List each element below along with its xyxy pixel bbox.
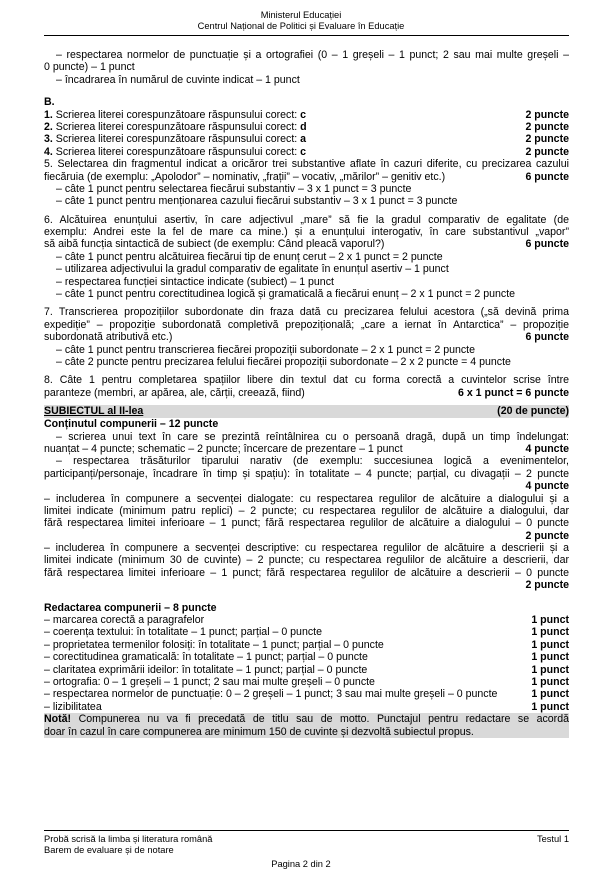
c4-line-1: – includerea în compunere a secvenței descriptive: cu respectarea regulilor de alcătuire a descrierii și a [44,542,569,555]
q6-sub-4: – câte 1 punct pentru corectitudinea logică și gramaticală a fiecărui enunț – 2 x 1 punct = 2 puncte [56,288,516,301]
center-name: Centrul Național de Politici și Evaluare în Educație [197,21,405,31]
q7-line-3: subordonată atributivă etc.) 6 puncte [44,331,569,344]
question-6 [44,214,569,301]
question-5 [44,158,569,208]
c3-points: 2 puncte [525,529,569,542]
c3-line-1: – includerea în compunere a secvenței dialogate: cu respectarea regulilor de alcătuire a dialogului și a [44,492,569,505]
top-line-1: – respectarea normelor de punctuație și a ortografiei (0 – 1 greșeli – 1 punct; 2 sau mai multe greșeli – [56,49,569,61]
page-footer [44,834,569,856]
content-criterion-2 [44,455,569,492]
c3-line-3: fără respectarea limitei inferioare – 1 punct; fără respectarea regulilor de alcătuire a dialogului – 0 puncte [44,517,569,530]
c4-line-2: limitei indicate (minimum 30 de cuvinte) – 2 puncte; cu respectarea regulilor de alcătuire a descrierii, dar [44,554,569,567]
redaction-item: – corectitudinea gramaticală: în totalitate – 1 punct; parțial – 0 puncte 1 punct [44,651,569,664]
top-line-2: 0 puncte) – 1 punct [44,61,135,74]
footer-exam-name: Probă scrisă la limba și literatura română [44,834,213,844]
question-7 [44,306,569,368]
subject-2-header [44,405,569,418]
redaction-title: Redactarea compunerii – 8 puncte [44,601,217,614]
c2-line-1: – respectarea trăsăturilor tiparului narativ (de exemplu: succesiunea logică a evenimentelor, [56,455,569,468]
b-items-list [44,109,569,159]
top-line-3: – încadrarea în numărul de cuvinte indicat – 1 punct [56,73,300,86]
footer-doc-name: Barem de evaluare și de notare [44,845,174,855]
q6-line-2: exemplu: Andrei este la fel de mare ca mine.) și a enunțului interogativ, în care substantivul „vapor” [44,226,569,239]
c2-line-2: participanți/personaje, încadrare în timp și spațiu): în totalitate – 4 puncte; parțial, cu divagații – 2 puncte [44,467,569,480]
b-item-2: 2. Scrierea literei corespunzătoare răspunsului corect: d 2 puncte [44,120,569,133]
ministry-name: Ministerul Educației [260,10,342,20]
note-box [44,713,569,738]
q6-sub-1: – câte 1 punct pentru alcătuirea fiecărui tip de enunț cerut – 2 x 1 punct = 2 puncte [56,250,443,263]
note-line-2: doar în cazul în care compunerea are minimum 150 de cuvinte și dezvoltă subiectul propus. [44,725,474,738]
c2-points: 4 puncte [525,480,569,493]
section-b-title: B. [44,96,55,109]
q5-sub-2: – câte 1 punct pentru menționarea cazului fiecărui substantiv – 3 x 1 punct = 3 puncte [56,195,458,208]
b-item-3: 3. Scrierea literei corespunzătoare răspunsului corect: a 2 puncte [44,133,569,146]
q5-line-2: fiecăruia (de exemplu: „Apolodor” – nominativ, „frații” – vocativ, „mărilor” – genitiv etc.) 6 puncte [44,170,569,183]
footer-test-number: Testul 1 [536,834,569,844]
q5-line-1: 5. Selectarea din fragmentul indicat a oricăror trei substantive aflate în cazuri diferite, cu precizarea cazului [44,158,569,171]
footer-rule [44,830,569,831]
q7-sub-1: – câte 1 punct pentru transcrierea fiecărei propoziții subordonate – 2 x 1 punct = 2 puncte [56,343,476,356]
q7-sub-2: – câte 2 puncte pentru precizarea felului fiecărei propoziții subordonate – 2 x 2 puncte = 4 puncte [56,355,511,368]
redaction-item: – ortografia: 0 – 1 greșeli – 1 punct; 2 sau mai multe greșeli – 0 puncte 1 punct [44,675,569,688]
question-8 [44,374,569,399]
page-number: Pagina 2 din 2 [271,859,331,869]
redaction-item: – lizibilitatea 1 punct [44,700,569,713]
redaction-item: – claritatea exprimării ideilor: în totalitate – 1 punct; parțial – 0 puncte 1 punct [44,663,569,676]
note-line-1: Notă! Compunerea nu va fi precedată de titlu sau de motto. Punctajul pentru redactare se acordă [44,713,569,726]
redaction-list [44,614,569,713]
q5-sub-1: – câte 1 punct pentru selectarea fiecărui substantiv – 3 x 1 punct = 3 puncte [56,182,412,195]
q8-line-1: 8. Câte 1 pentru completarea spațiilor libere din textul dat cu forma corectă a cuvintelor scrise între [44,374,569,387]
q6-line-3: să aibă funcția sintactică de subiect (de exemplu: Când pleacă vaporul?) 6 puncte [44,238,569,251]
c4-line-3: fără respectarea limitei inferioare – 1 punct; fără respectarea regulilor de alcătuire a descrierii – 0 puncte [44,566,569,579]
content-criterion-4 [44,542,569,592]
c3-line-2: limitei indicate (minimum patru replici) – 2 puncte; cu respectarea regulilor de alcătuire a dialogului, dar [44,504,569,517]
redaction-item: – proprietatea termenilor folosiți: în totalitate – 1 punct; parțial – 0 puncte 1 punct [44,638,569,651]
redaction-item: – respectarea normelor de punctuație: 0 – 2 greșeli – 1 punct; 3 sau mai multe greșeli – 0 puncte 1 punct [44,688,569,701]
b-item-4: 4. Scrierea literei corespunzătoare răspunsului corect: c 2 puncte [44,145,569,158]
content-criterion-1 [44,431,569,456]
redaction-item: – marcarea corectă a paragrafelor 1 punct [44,614,569,627]
q6-sub-3: – respectarea funcției sintactice indicate (subiect) – 1 punct [56,275,334,288]
q7-line-2: expediție” – propoziție subordonată completivă prepozițională; „care a iernat în Antarctica” – propoziție [44,318,569,331]
scoring-content [44,49,569,738]
c1-line-2: nuanțat – 4 puncte; schematic – 2 puncte; încercare de prezentare – 1 punct 4 puncte [44,442,569,455]
page-header [0,10,602,32]
b-item-1: 1. Scrierea literei corespunzătoare răspunsului corect: c 2 puncte [44,108,569,121]
q7-line-1: 7. Transcrierea propozițiilor subordonate din fraza dată cu precizarea felului acestora („să devină prima [44,306,569,319]
q6-sub-2: – utilizarea adjectivului la gradul comparativ de egalitate în enunțul asertiv – 1 punct [56,263,449,276]
subject-2-total: (20 de puncte) [497,405,569,418]
content-title: Conținutul compunerii – 12 puncte [44,418,219,431]
subject-2-title: SUBIECTUL al II-lea [44,405,144,418]
header-rule [44,35,569,36]
c1-line-1: – scrierea unui text în care se prezintă reîntâlnirea cu o persoană dragă, după un timp îndelungat: [56,430,569,443]
q6-line-1: 6. Alcătuirea enunțului asertiv, în care adjectivul „mare” să fie la gradul comparativ de egalitate (de [44,213,569,226]
c4-points: 2 puncte [525,579,569,592]
redaction-item: – coerența textului: în totalitate – 1 punct; parțial – 0 puncte 1 punct [44,626,569,639]
content-criterion-3 [44,493,569,543]
q8-line-2: paranteze (membri, ar apărea, ale, cărții, creează, fiind) 6 x 1 punct = 6 puncte [44,386,569,399]
